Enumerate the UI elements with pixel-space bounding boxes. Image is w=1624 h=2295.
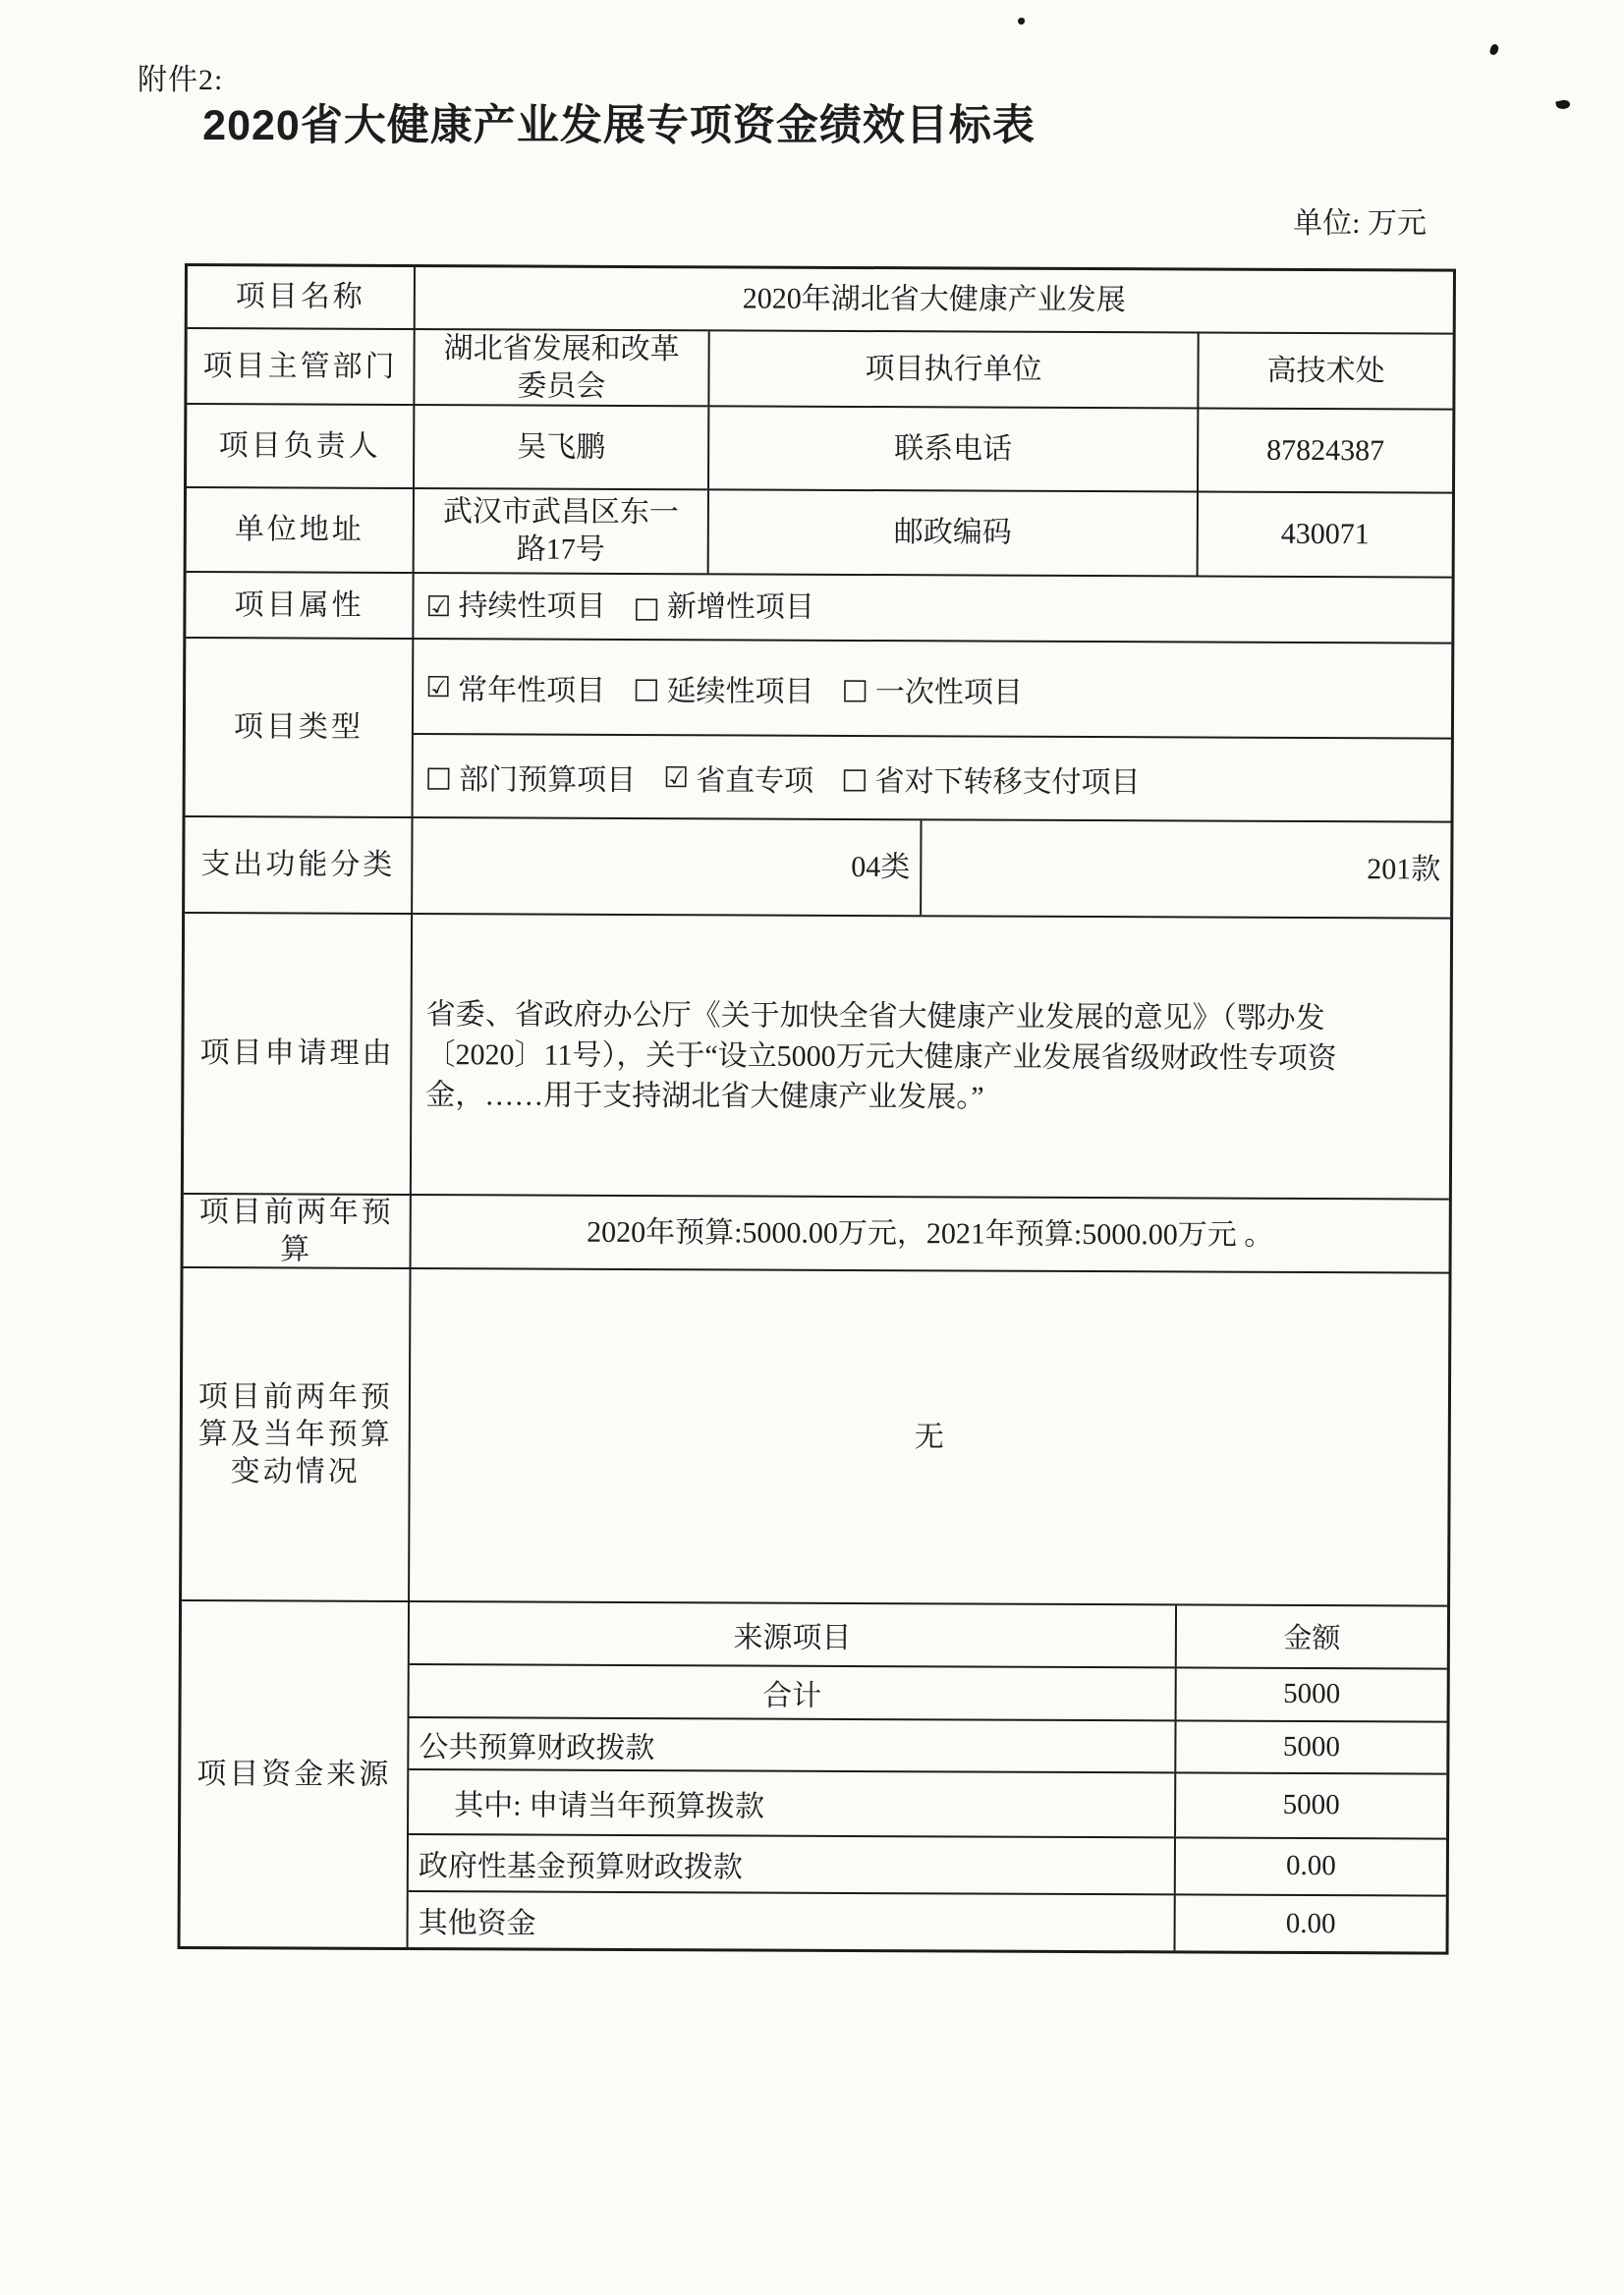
checkbox-option-label: 新增性项目 (666, 589, 814, 624)
reason-label: 项目申请理由 (199, 1036, 395, 1070)
unit-note: 单位: 万元 (1293, 207, 1427, 240)
phone-value: 87824387 (1197, 409, 1452, 491)
page-title: 2020省大健康产业发展专项资金绩效目标表 (202, 102, 1036, 149)
attribute-options (412, 574, 1451, 643)
type-option-transfer-payment (841, 756, 1141, 800)
budget-change-label: 项目前两年预 算及当年预算 变动情况 (197, 1379, 394, 1488)
type-options (412, 640, 1452, 821)
scan-speck (1489, 43, 1500, 56)
funding-amount-cell: 0.00 (1174, 1896, 1446, 1952)
funding-source-cell: 其他资金 (418, 1907, 536, 1940)
supervisor-value: 湖北省发展和改革 委员会 (413, 330, 707, 405)
supervisor-row (187, 327, 1452, 409)
reason-text: 省委、省政府办公厅《关于加快全省大健康产业发展的意见》（鄂办发〔2020〕11号），关于“设立5000万元大健康产业发展省级财政性专项资金，……用于支持湖北省大健康产业发展。” (410, 915, 1450, 1199)
funding-row-current-year (409, 1768, 1446, 1837)
expense-item-value: 201款 (920, 820, 1450, 917)
funding-row-other (409, 1890, 1446, 1951)
funding-row-public-budget (409, 1716, 1446, 1772)
leader-label: 项目负责人 (218, 428, 381, 463)
exec-unit-label: 项目执行单位 (707, 331, 1197, 407)
project-name-label: 项目名称 (235, 280, 365, 313)
address-label: 单位地址 (234, 513, 364, 546)
prev-budget-value: 2020年预算:5000.00万元，2021年预算:5000.00万元 。 (410, 1196, 1449, 1272)
expense-class-row (185, 815, 1450, 918)
phone-label: 联系电话 (707, 407, 1197, 490)
checkbox-unchecked-icon: □ (633, 670, 660, 704)
funding-source-cell: 合计 (762, 1679, 822, 1712)
funding-row-gov-fund (409, 1833, 1446, 1895)
type-option-annual (425, 665, 605, 709)
attribute-label: 项目属性 (234, 588, 364, 622)
checkbox-checked-icon: ☑ (425, 588, 452, 623)
prev-budget-row (184, 1193, 1449, 1272)
type-label: 项目类型 (233, 710, 364, 744)
attribute-row (186, 571, 1451, 643)
leader-row (187, 403, 1452, 492)
budget-change-value: 无 (408, 1269, 1448, 1605)
postcode-value: 430071 (1197, 492, 1452, 576)
funding-header-amount: 金额 (1175, 1605, 1447, 1667)
funding-label: 项目资金来源 (196, 1757, 392, 1791)
reason-row (184, 912, 1450, 1199)
funding-amount-cell: 5000 (1174, 1722, 1446, 1773)
funding-amount-cell: 0.00 (1174, 1838, 1446, 1895)
scan-speck (1018, 18, 1025, 25)
checkbox-checked-icon: ☑ (425, 669, 452, 703)
funding-amount-cell: 5000 (1175, 1668, 1447, 1721)
type-options-line1 (414, 640, 1451, 738)
funding-row (181, 1599, 1448, 1952)
type-option-provincial-special (663, 756, 813, 800)
address-row (187, 486, 1452, 577)
attribute-option-continuing (425, 588, 605, 626)
attribute-option-new (633, 588, 814, 626)
checkbox-option-label: 部门预算项目 (459, 762, 637, 797)
type-option-dept-budget (425, 755, 637, 799)
supervisor-label: 项目主管部门 (202, 349, 398, 383)
checkbox-option-label: 持续性项目 (458, 588, 606, 623)
checkbox-unchecked-icon: □ (424, 758, 453, 793)
attachment-label: 附件2: (138, 64, 224, 96)
funding-source-cell: 公共预算财政拨款 (419, 1730, 655, 1764)
checkbox-option-label: 常年性项目 (458, 673, 606, 707)
prev-budget-label: 项目前两年预 算 (198, 1195, 394, 1266)
scan-speck (1555, 99, 1571, 111)
type-option-continuation (633, 665, 814, 709)
project-name-value: 2020年湖北省大健康产业发展 (414, 267, 1453, 333)
funding-amount-cell: 5000 (1174, 1773, 1446, 1837)
postcode-label: 邮政编码 (707, 490, 1197, 575)
checkbox-unchecked-icon: □ (841, 760, 868, 795)
project-name-row (188, 266, 1453, 333)
checkbox-unchecked-icon: □ (841, 671, 869, 705)
type-option-onetime (841, 666, 1023, 710)
funding-header-source: 来源项目 (733, 1621, 852, 1654)
funding-source-cell: 政府性基金预算财政拨款 (418, 1850, 743, 1884)
exec-unit-value: 高技术处 (1197, 333, 1452, 408)
type-row (186, 637, 1452, 821)
checkbox-option-label: 延续性项目 (666, 674, 814, 708)
checkbox-option-label: 省对下转移支付项目 (874, 764, 1141, 799)
checkbox-checked-icon: ☑ (663, 759, 690, 794)
expense-category-value: 04类 (411, 818, 920, 915)
funding-row-total (410, 1663, 1447, 1721)
budget-change-row (182, 1266, 1448, 1605)
expense-class-label: 支出功能分类 (200, 848, 396, 881)
funding-header-row (410, 1602, 1447, 1667)
performance-target-table (178, 263, 1456, 1955)
leader-value: 吴飞鹏 (413, 406, 707, 488)
funding-source-cell: 其中: 申请当年预算拨款 (454, 1789, 765, 1823)
checkbox-option-label: 省直专项 (696, 763, 814, 798)
funding-table (407, 1602, 1448, 1952)
checkbox-option-label: 一次性项目 (874, 675, 1023, 709)
type-options-line2 (414, 733, 1451, 821)
checkbox-unchecked-icon: □ (633, 589, 660, 624)
address-value: 武汉市武昌区东一 路17号 (413, 489, 707, 573)
